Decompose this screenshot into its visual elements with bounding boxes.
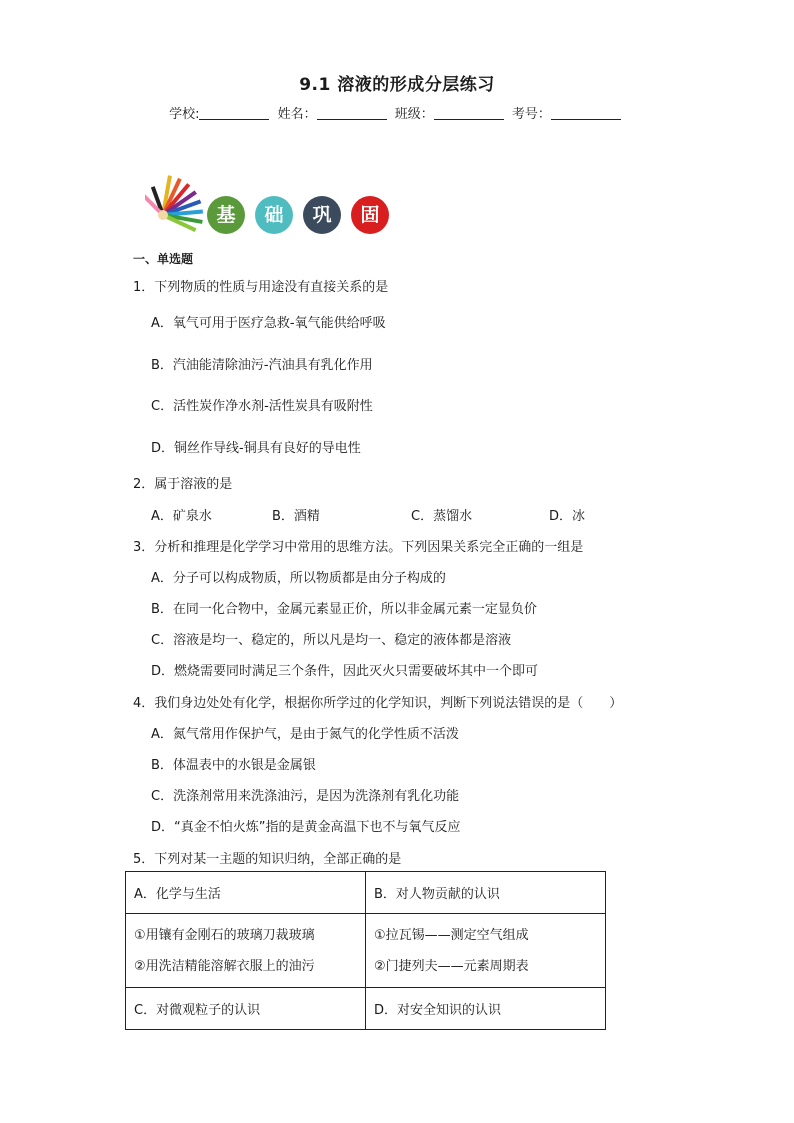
q2-option-b: B．酒精 [272,509,320,524]
q4-option-a: A．氮气常用作保护气，是由于氮气的化学性质不活泼 [151,727,459,742]
banner-circle-gong: 巩 [303,196,341,234]
table-cell-b-body [366,914,606,988]
name-blank[interactable] [317,107,387,120]
id-blank[interactable] [551,107,621,120]
name-label: 姓名： [277,107,317,122]
q2-stem: 2．属于溶液的是 [133,477,233,492]
student-info-line [0,103,794,122]
table-b-item-1: ①拉瓦锡——测定空气组成 [374,927,529,943]
section-heading: 一、单选题 [133,252,194,266]
q1-stem: 1．下列物质的性质与用途没有直接关系的是 [133,280,389,295]
table-cell-a-head: A．化学与生活 [126,872,366,914]
table-cell-a-body [126,914,366,988]
q1-option-d: D．铜丝作导线-铜具有良好的导电性 [151,441,361,456]
class-blank[interactable] [434,107,504,120]
q4-option-c: C．洗涤剂常用来洗涤油污，是因为洗涤剂有乳化功能 [151,789,460,804]
q4-option-d: D．“真金不怕火炼”指的是黄金高温下也不与氧气反应 [151,820,461,835]
q2-option-c: C．蒸馏水 [411,509,473,524]
banner-circle-chu: 础 [255,196,293,234]
school-blank[interactable] [199,107,269,120]
q3-option-c: C．溶液是均一、稳定的，所以凡是均一、稳定的液体都是溶液 [151,633,512,648]
q2-option-d: D．冰 [549,509,586,524]
banner-circle-ji: 基 [207,196,245,234]
q5-knowledge-table [125,871,606,1030]
q4-stem: 4．我们身边处处有化学，根据你所学过的化学知识，判断下列说法错误的是（ ） [133,696,623,711]
table-cell-c-head: C．对微观粒子的认识 [126,988,366,1030]
q5-stem: 5．下列对某一主题的知识归纳，全部正确的是 [133,852,402,867]
table-b-item-2: ②门捷列夫——元素周期表 [374,958,529,974]
table-cell-d-head: D．对安全知识的认识 [366,988,606,1030]
table-a-item-1: ①用镶有金刚石的玻璃刀裁玻璃 [134,927,315,943]
table-cell-b-head: B．对人物贡献的认识 [366,872,606,914]
class-label: 班级： [394,107,434,122]
school-label: 学校: [169,107,200,122]
q3-option-a: A．分子可以构成物质，所以物质都是由分子构成的 [151,571,446,586]
q1-option-a: A．氧气可用于医疗急救-氧气能供给呼吸 [151,316,386,331]
q4-option-b: B．体温表中的水银是金属银 [151,758,316,773]
page-title: 9.1 溶液的形成分层练习 [299,75,495,95]
section-banner [145,175,405,239]
table-row [126,988,606,1030]
q1-option-b: B．汽油能清除油污-汽油具有乳化作用 [151,358,373,373]
table-row [126,872,606,914]
q2-option-a: A．矿泉水 [151,509,212,524]
q3-option-b: B．在同一化合物中，金属元素显正价，所以非金属元素一定显负价 [151,602,537,617]
table-row [126,914,606,988]
id-label: 考号： [511,107,551,122]
table-a-item-2: ②用洗洁精能溶解衣服上的油污 [134,958,315,974]
q3-option-d: D．燃烧需要同时满足三个条件，因此灭火只需要破坏其中一个即可 [151,664,539,679]
banner-circle-gu: 固 [351,196,389,234]
q3-stem: 3．分析和推理是化学学习中常用的思维方法。下列因果关系完全正确的一组是 [133,540,584,555]
colored-pencils-icon [145,175,203,233]
q1-option-c: C．活性炭作净水剂-活性炭具有吸附性 [151,399,373,414]
